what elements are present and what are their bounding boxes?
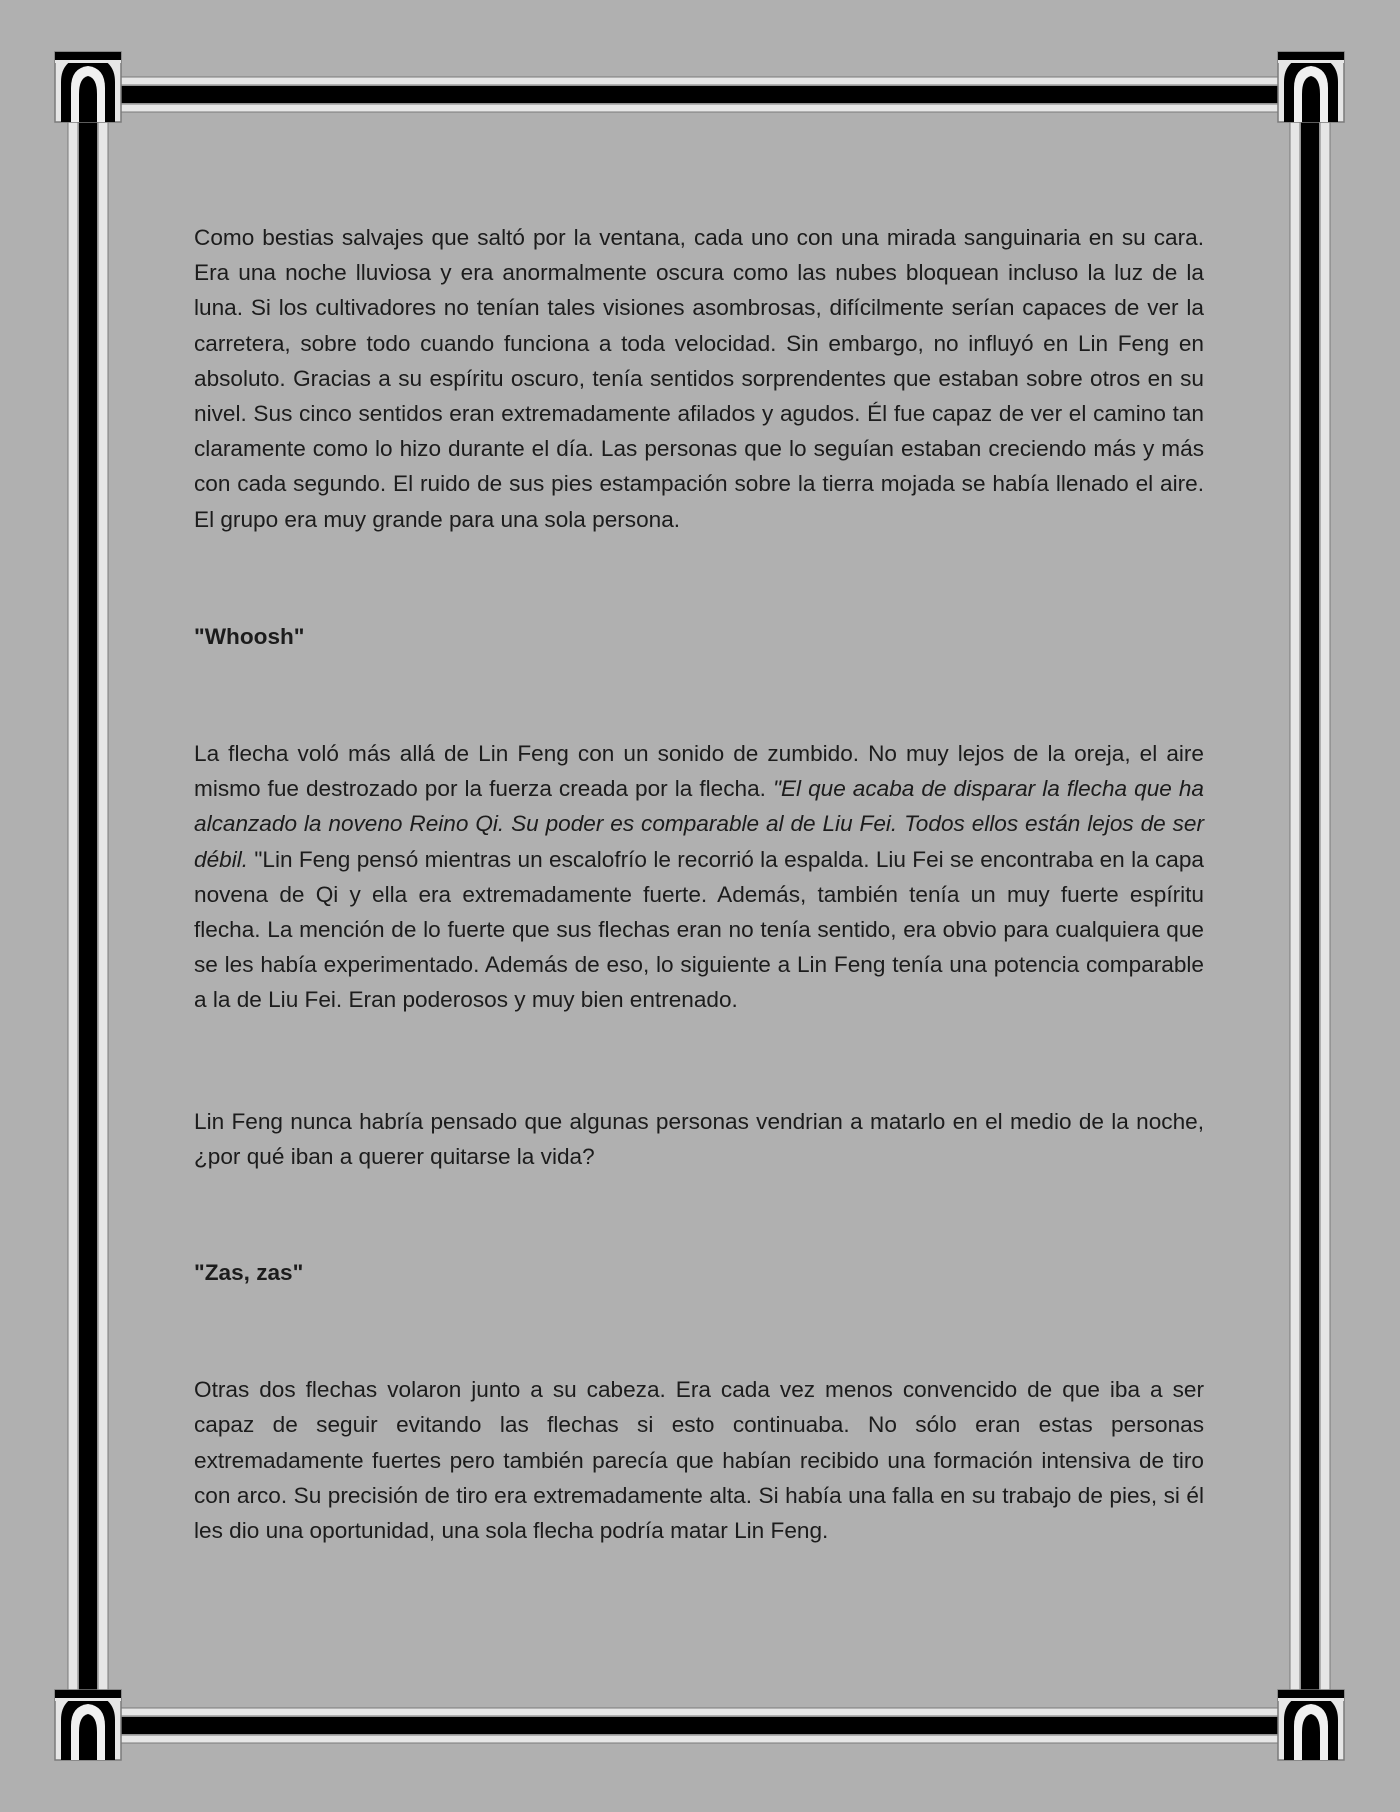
corner-ornament-top-left	[55, 52, 121, 122]
document-body	[194, 220, 1204, 1548]
paragraph-2-start: La flecha voló más allá de Lin Feng con un sonido de zumbido. No muy lejos de la oreja, el aire mismo fue destrozado por la fuerza creada por la flecha.	[194, 741, 1204, 802]
spacer	[194, 537, 1204, 619]
spacer	[194, 1018, 1204, 1104]
bottom-border-bar	[118, 1708, 1282, 1743]
paragraph-1: Como bestias salvajes que saltó por la ventana, cada uno con una mirada sanguinaria en su cara. Era una noche lluviosa y era anormalmente oscura como las nubes bloquean incluso la luz de la luna. Si los cultivadores no tenían tales visiones asombrosas, difícilmente serían capaces de ver la carretera, sobre todo cuando funciona a toda velocidad. Sin embargo, no influyó en Lin Feng en absoluto. Gracias a su espíritu oscuro, tenía sentidos sorprendentes que estaban sobre otros en su nivel. Sus cinco sentidos eran extremadamente afilados y agudos. Él fue capaz de ver el camino tan claramente como lo hizo durante el día. Las personas que lo seguían estaban creciendo más y más con cada segundo. El ruido de sus pies estampación sobre la tierra mojada se había llenado el aire. El grupo era muy grande para una sola persona.	[194, 225, 1204, 532]
spacer	[194, 654, 1204, 736]
top-border-bar	[118, 77, 1282, 112]
paragraph-2-thought: "El que acaba de disparar la flecha que ha alcanzado la noveno Reino Qi. Su poder es comparable al de Liu Fei. Todos ellos están lejos de ser débil.	[194, 776, 1204, 872]
right-border-bar	[1290, 120, 1330, 1700]
sound-effect-zas: "Zas, zas"	[194, 1260, 304, 1286]
left-border-bar	[68, 120, 108, 1700]
paragraph-2	[194, 736, 1204, 1018]
paragraph-2-end: "Lin Feng pensó mientras un escalofrío le recorrió la espalda. Liu Fei se encontraba en la capa novena de Qi y ella era extremadamente fuerte. Además, también tenía un muy fuerte espíritu flecha. La mención de lo fuerte que sus flechas eran no tenía sentido, era obvio para cualquiera que se les había experimentado. Además de eso, lo siguiente a Lin Feng tenía una potencia comparable a la de Liu Fei. Eran poderosos y muy bien entrenado.	[194, 846, 1204, 1013]
spacer	[194, 1174, 1204, 1255]
paragraph-4: Otras dos flechas volaron junto a su cabeza. Era cada vez menos convencido de que iba a ser capaz de seguir evitando las flechas si esto continuaba. No sólo eran estas personas extremadamente fuertes pero también parecía que habían recibido una formación intensiva de tiro con arco. Su precisión de tiro era extremadamente alta. Si había una falla en su trabajo de pies, si él les dio una oportunidad, una sola flecha podría matar Lin Feng.	[194, 1377, 1204, 1544]
spacer	[194, 1290, 1204, 1372]
paragraph-3: Lin Feng nunca habría pensado que algunas personas vendrian a matarlo en el medio de la noche, ¿por qué iban a querer quitarse la vida?	[194, 1108, 1204, 1169]
corner-ornament-bottom-right	[1278, 1690, 1344, 1760]
corner-ornament-top-right	[1278, 52, 1344, 122]
corner-ornament-bottom-left	[55, 1690, 121, 1760]
sound-effect-whoosh: "Whoosh"	[194, 623, 305, 649]
